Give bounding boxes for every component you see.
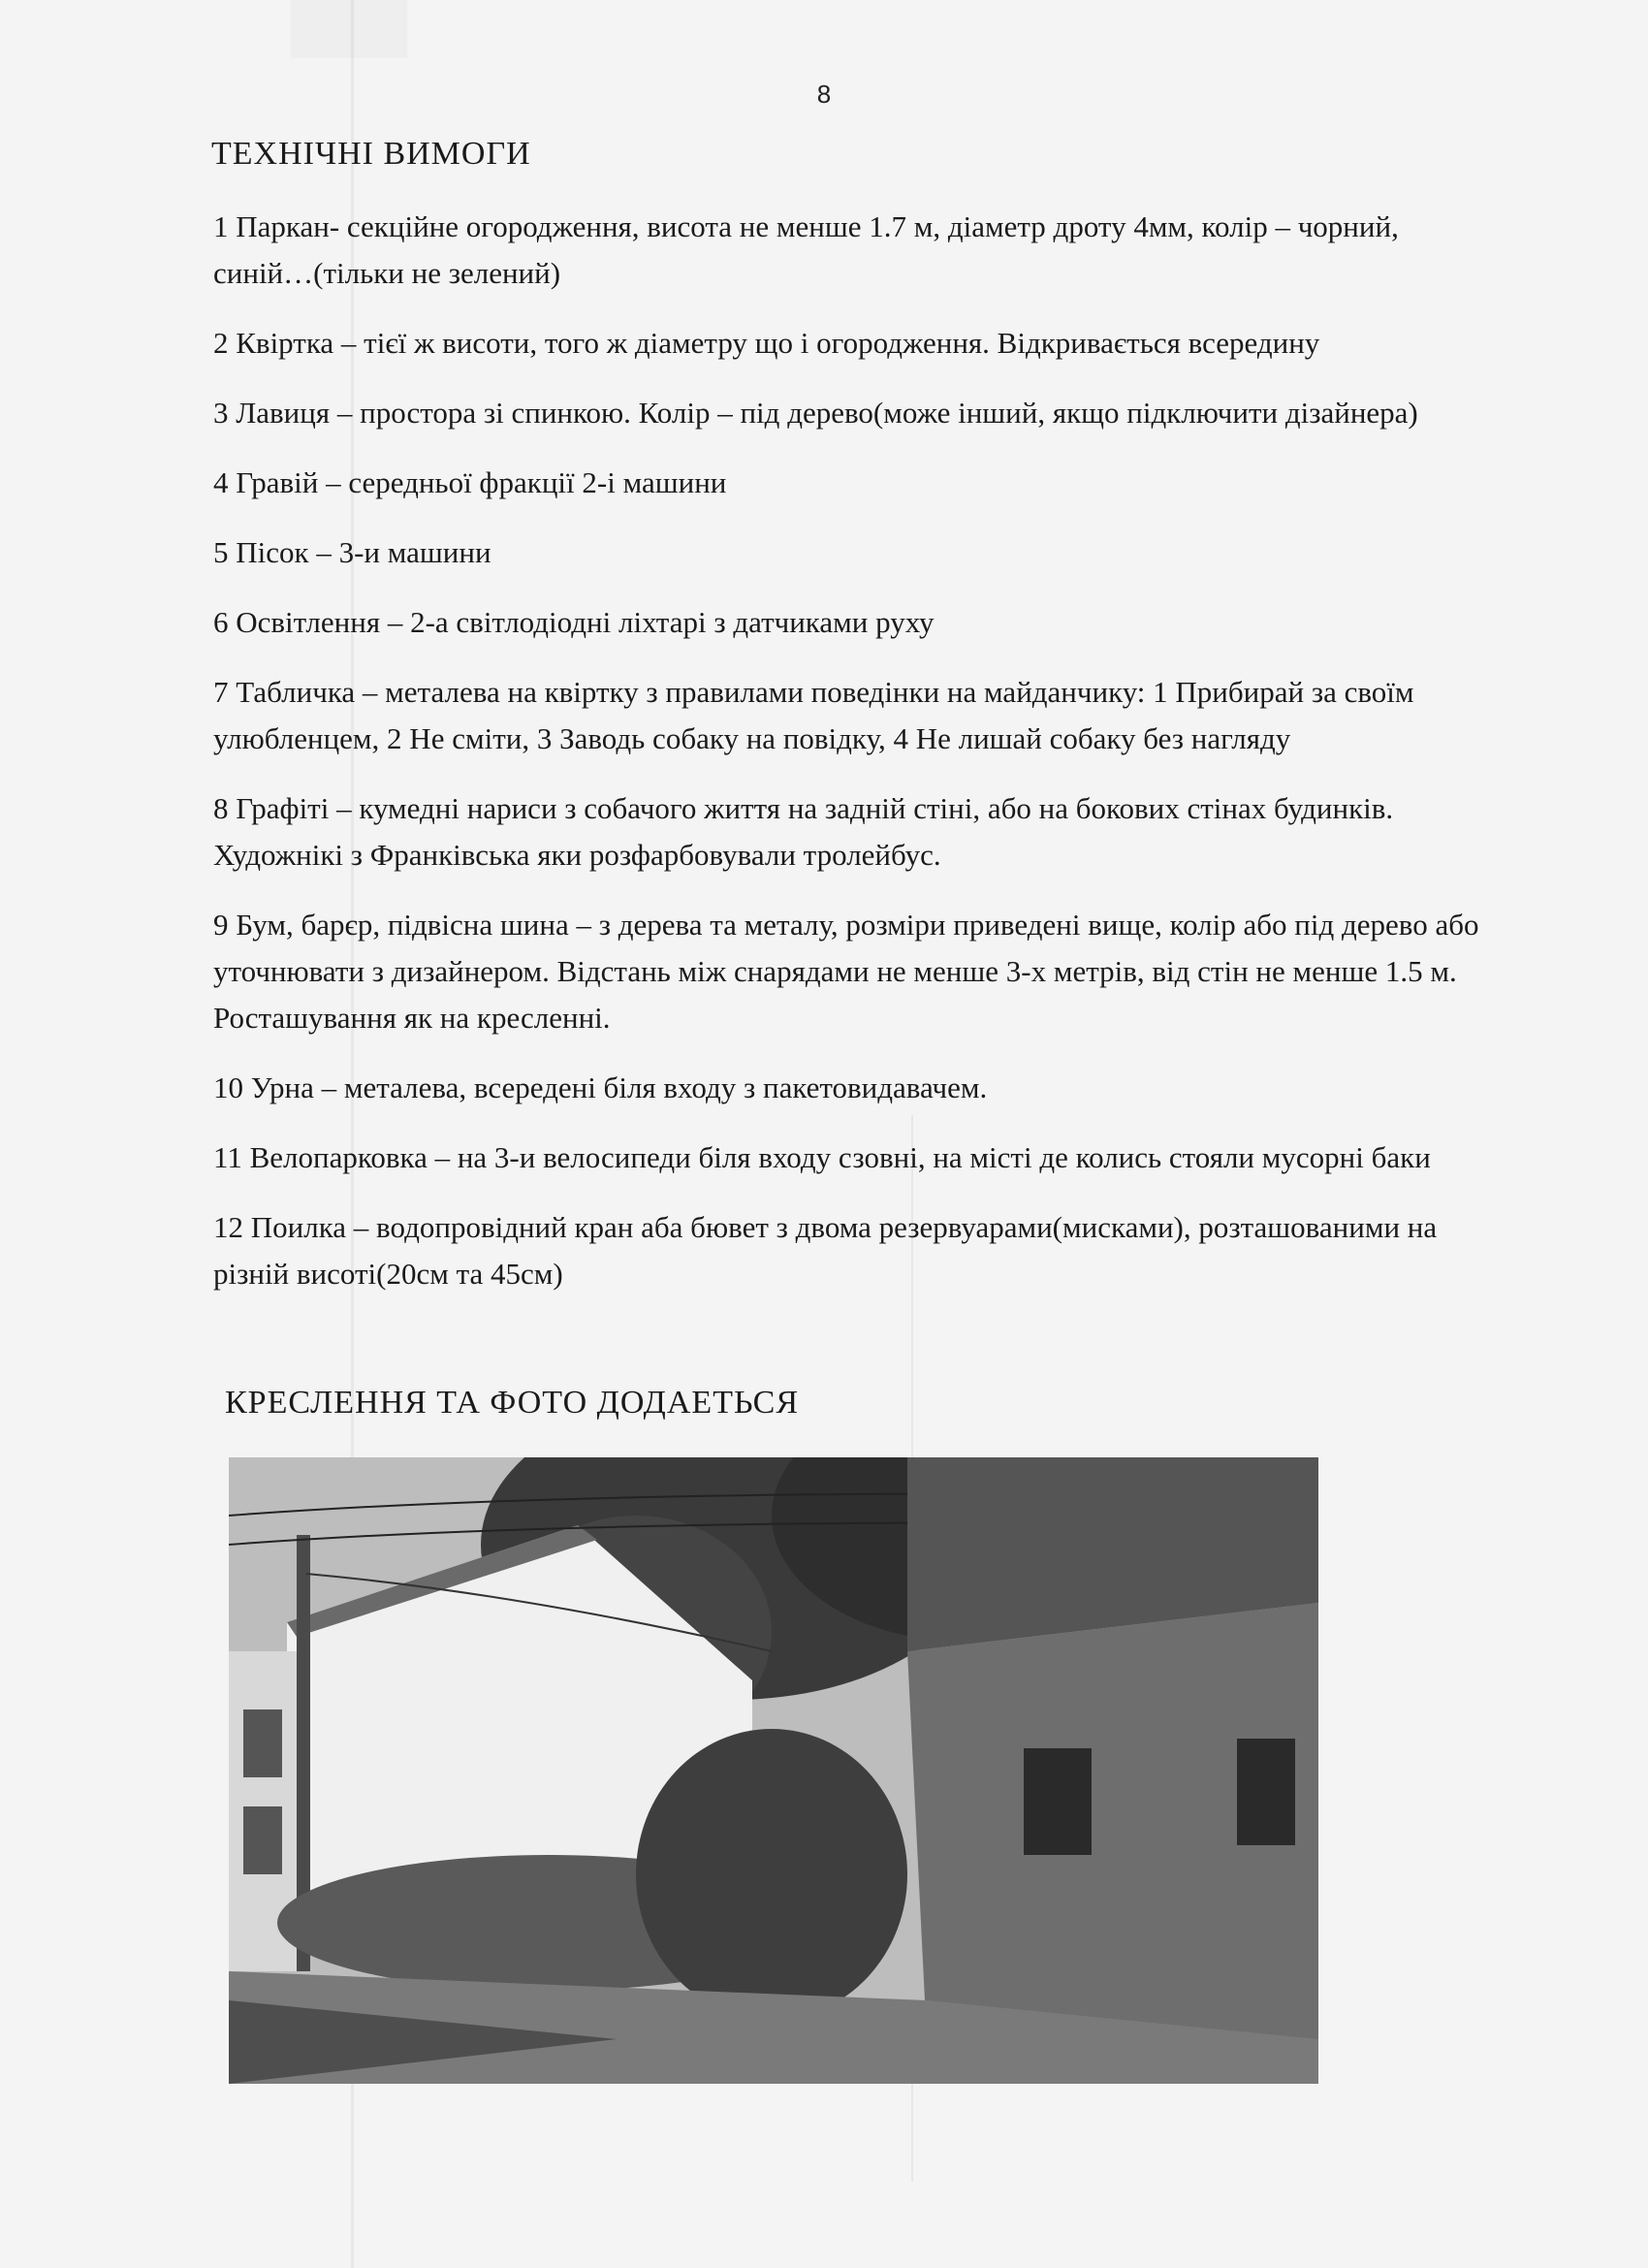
requirement-item: 8 Графіті – кумедні нариси з собачого життя на задній стіні, або на бокових стінах будинків. Художнікі з Франківська яки розфарбовували тролейбус. — [213, 791, 1394, 872]
page-number: 8 — [816, 80, 832, 109]
requirement-item: 7 Табличка – металева на квіртку з правилами поведінки на майданчику: 1 Прибирай за своїм улюбленцем, 2 Не сміти, 3 Заводь собаку на повідку, 4 Не лишай собаку без нагляду — [213, 675, 1414, 755]
requirement-item: 3 Лавиця – простора зі спинкою. Колір – під дерево(може інший, якщо підключити дізайнера) — [213, 396, 1418, 430]
requirement-item: 10 Урна – металева, всередені біля входу з пакетовидавачем. — [213, 1070, 988, 1104]
scan-streak — [291, 0, 407, 58]
requirements-list — [213, 204, 1493, 1321]
requirement-item: 6 Освітлення – 2-а світлодіодні ліхтарі з датчиками руху — [213, 605, 935, 639]
site-photo-drawing — [229, 1457, 1318, 2084]
site-photo — [229, 1457, 1318, 2084]
section-heading: ТЕХНІЧНІ ВИМОГИ — [211, 136, 531, 172]
requirement-item: 11 Велопарковка – на 3-и велосипеди біля входу сзовні, на місті де колись стояли мусорні баки — [213, 1140, 1431, 1174]
requirement-item: 5 Пісок – 3-и машини — [213, 535, 491, 569]
requirement-item: 2 Квіртка – тієї ж висоти, того ж діаметру що і огородження. Відкривається всередину — [213, 326, 1320, 360]
attachments-heading: КРЕСЛЕННЯ ТА ФОТО ДОДАЕТЬСЯ — [225, 1385, 800, 1421]
requirement-item: 1 Паркан- секційне огородження, висота не менше 1.7 м, діаметр дроту 4мм, колір – чорний, синій…(тільки не зелений) — [213, 209, 1399, 290]
requirement-item: 12 Поилка – водопровідний кран аба бювет з двома резервуарами(мисками), розташованими на різній висоті(20см та 45см) — [213, 1210, 1438, 1291]
requirement-item: 4 Гравій – середньої фракції 2-і машини — [213, 465, 727, 499]
requirement-item: 9 Бум, барєр, підвісна шина – з дерева та металу, розміри приведені вище, колір або під дерево або уточнювати з дизайнером. Відстань між снарядами не менше 3-х метрів, від стін не менше 1.5 м. Росташування як на кресленні. — [213, 908, 1479, 1035]
